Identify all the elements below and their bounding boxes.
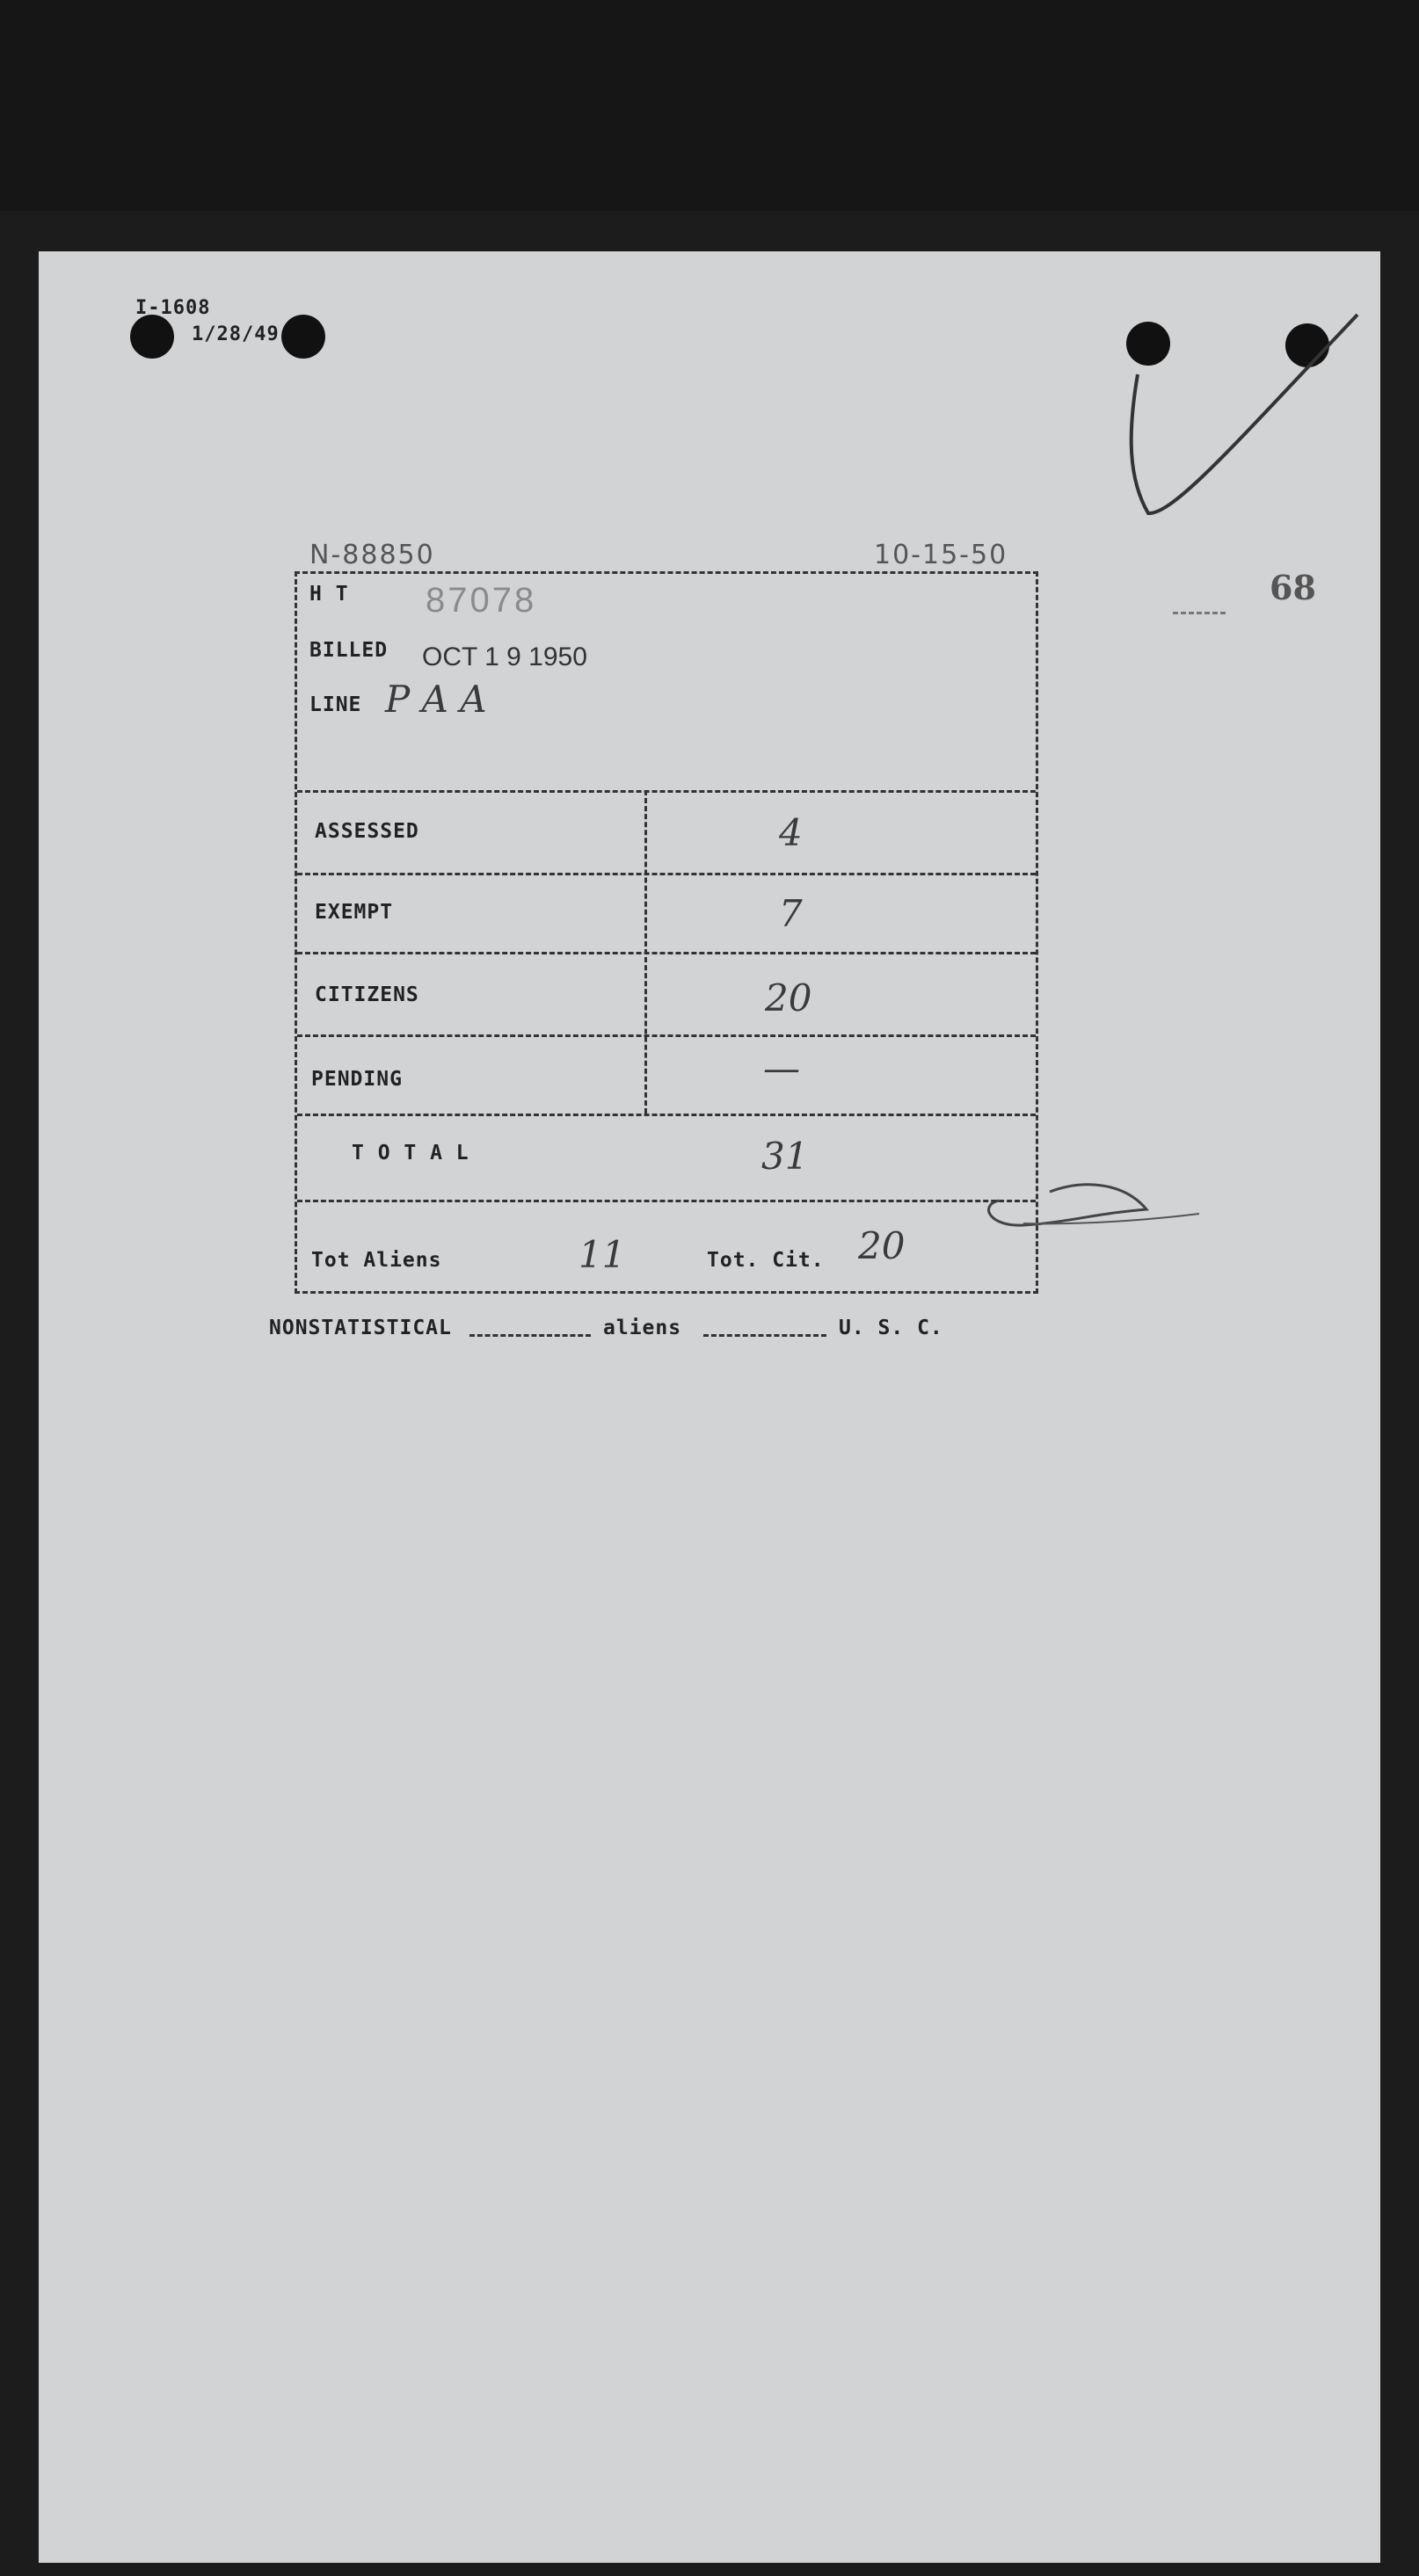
line-value: P A A bbox=[385, 678, 487, 721]
divider bbox=[297, 873, 1036, 875]
total-label: T O T A L bbox=[352, 1142, 469, 1165]
billed-label: BILLED bbox=[309, 639, 389, 662]
manifest-form bbox=[295, 571, 1038, 1294]
assessed-value: 4 bbox=[779, 811, 803, 854]
manifest-number: N-88850 bbox=[309, 540, 435, 570]
tot-cit-label: Tot. Cit. bbox=[707, 1249, 825, 1272]
divider bbox=[297, 952, 1036, 954]
ht-value: 87078 bbox=[426, 581, 537, 620]
exempt-value: 7 bbox=[779, 892, 803, 935]
form-date: 1/28/49 bbox=[192, 323, 280, 345]
tot-aliens-value: 11 bbox=[579, 1233, 626, 1276]
form-number: I-1608 bbox=[135, 297, 211, 319]
billed-date-stamp: OCT 1 9 1950 bbox=[422, 642, 587, 671]
manifest-date: 10-15-50 bbox=[874, 540, 1008, 570]
page-dash bbox=[1173, 612, 1226, 614]
divider bbox=[297, 790, 1036, 793]
citizens-label: CITIZENS bbox=[315, 983, 419, 1006]
nonstatistical-blank bbox=[469, 1334, 591, 1337]
divider bbox=[297, 1114, 1036, 1116]
aliens-blank bbox=[703, 1334, 826, 1337]
scanner-background bbox=[0, 0, 1419, 211]
total-value: 31 bbox=[761, 1135, 809, 1178]
line-label: LINE bbox=[309, 693, 362, 716]
assessed-label: ASSESSED bbox=[315, 820, 419, 843]
divider bbox=[297, 1200, 1036, 1202]
exempt-label: EXEMPT bbox=[315, 901, 394, 924]
document-sheet bbox=[39, 251, 1380, 2563]
aliens-label: aliens bbox=[603, 1317, 682, 1339]
tot-cit-value: 20 bbox=[858, 1224, 906, 1267]
usc-label: U. S. C. bbox=[839, 1317, 943, 1339]
citizens-value: 20 bbox=[765, 976, 812, 1020]
tot-aliens-label: Tot Aliens bbox=[311, 1249, 442, 1272]
ht-label: H T bbox=[309, 583, 349, 606]
pending-label: PENDING bbox=[311, 1068, 403, 1091]
divider bbox=[297, 1034, 1036, 1037]
column-divider bbox=[644, 790, 647, 1114]
page-number: 68 bbox=[1270, 568, 1316, 607]
nonstatistical-label: NONSTATISTICAL bbox=[269, 1317, 452, 1339]
pending-value: — bbox=[763, 1047, 800, 1090]
